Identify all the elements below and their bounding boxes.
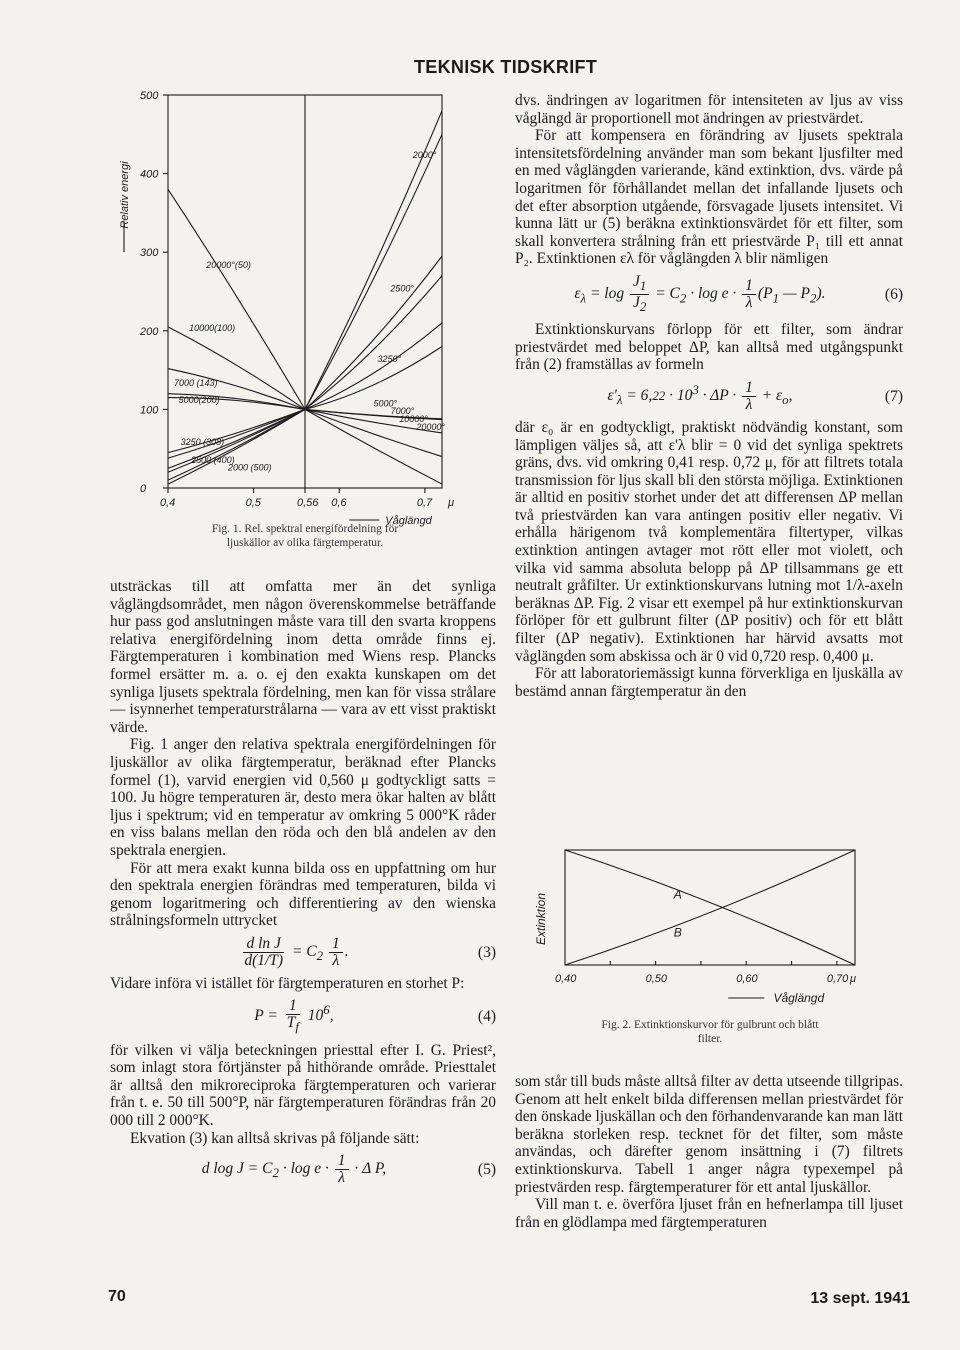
- figure-2-caption-line: filter.: [697, 1033, 723, 1045]
- paragraph: För att kompensera en förändring av ljusets spektrala intensitetsfördelning använder man som bekant ljusfilter med en med våglängden varierande, känd extinktion, dvs. värde på logaritmen för förhållandet mellan det infallande ljusets och det efter absorption utgående, försvagade ljusets intensitet. Vi kunna lätt ur (5) beräkna extinktionsvärdet för ett filter, som skall konvertera strålning från ett priestvärde P₁ till ett annat P₂. Extinktionen ελ för våglängden λ blir nämligen: [515, 127, 903, 268]
- paragraph: dvs. ändringen av logaritmen för intensiteten av ljus av viss våglängd är proportionell mot ändringen av priestvärdet.: [515, 92, 903, 127]
- figure-2-caption-line: Fig. 2. Extinktionskurvor för gulbrunt och blått: [601, 1019, 819, 1031]
- figure-2-chart: [525, 835, 905, 1015]
- y-tick-label: 500: [140, 90, 159, 102]
- equation-number: (4): [477, 1008, 496, 1026]
- paragraph: För att laboratoriemässigt kunna förverkliga en ljuskälla av bestämd annan färgtemperatur än den: [515, 665, 903, 700]
- figure-1-caption-line: ljuskällor av olika färgtemperatur.: [226, 537, 384, 549]
- curve-label: 2000 (500): [227, 462, 272, 473]
- paragraph: där ε₀ är en godtyckligt, praktiskt nödvändig konstant, som lämpligen väljes så, att ε'λ blir = 0 vid det synliga spektrets gräns, dvs. vid omkring 0,41 resp. 0,72 μ, för att filtrets totala transmission för ljus skall bli den största möjliga. Extinktionen är alltid en positiv storhet under det att differensen ΔP mellan två priestvärden kan vara antingen positiv eller negativ. Vi erhålla härigenom två komplementära filtertyper, vilkas extinktion antingen avtager mot rött eller mot violett, och vilka vid samma absoluta belopp på ΔP tillsammans ge ett neutralt gråfilter. Ur extinktionskurvans lutning mot 1/λ-axeln beräknas ΔP. Fig. 2 visar ett exempel på hur extinktionskurvan förlöper för ett gulbrunt filter (ΔP positiv) och för ett blått filter (ΔP negativ). Extinktionen har härvid avsatts mot våglängden som abskissa och är 0 vid 0,720 resp. 0,400 μ.: [515, 418, 903, 665]
- curve-label: 2000°: [412, 149, 437, 160]
- series-label: A: [673, 887, 682, 902]
- curve-label: 10000(100): [189, 322, 236, 333]
- left-column: [110, 578, 496, 1192]
- x-tick-label: 0,50: [645, 973, 668, 985]
- curve-label: 5000(200): [178, 395, 220, 406]
- y-tick-label: 200: [140, 325, 159, 338]
- curve-label: 5000°: [373, 398, 398, 409]
- x-tick-label: 0,6: [331, 497, 347, 509]
- plot-frame: [565, 850, 855, 965]
- curve-label: 7000°: [390, 406, 415, 417]
- y-tick-label: 300: [140, 247, 159, 260]
- y-tick-label: 0: [140, 483, 147, 495]
- x-tick-label: 0,60: [736, 973, 758, 985]
- equation-3: $\frac{\text{d ln J}}{d(1/T)}$ = $C_2$ $\frac{1}{\lambda}$ . (3): [244, 934, 496, 969]
- figure-1-chart: [100, 80, 460, 527]
- x-axis-title: Våglängd: [385, 515, 432, 527]
- figure-1-caption-line: Fig. 1. Rel. spektral energifördelning för: [211, 523, 399, 535]
- figure-2-caption: [545, 1018, 875, 1046]
- paragraph: utsträckas till att omfatta mer än det synliga våglängdsområdet, men någon överenskommelse beträffande hur pass god anslutningen måste vara till den svarta kroppens relativa energifördelning inom detta område finns ej. Färgtemperaturen i kombination med Wiens resp. Plancks formel ersätter m. a. o. ej den exakta kunskapen om det synliga ljusets spektrala fördelning, men kan för vissa strålare — isynnerhet temperaturstrålarna — vara av ett visst praktiskt värde.: [110, 578, 496, 736]
- paragraph: Vill man t. e. överföra ljuset från en hefnerlampa till ljuset från en glödlampa med färgtemperaturen: [515, 1196, 903, 1231]
- right-column-bottom: [515, 1073, 903, 1231]
- equation-number: (7): [884, 387, 903, 405]
- curve-label: 3250 (308): [180, 436, 225, 447]
- page-number: 70: [108, 1288, 126, 1305]
- equation-6: $\varepsilon_\lambda = \log$ $\frac{J_1}{J_2}$ = $C_2 \cdot \log e$ · $\frac{1}{\lambda}$ ($P_1$ — $P_2$). (6): [574, 272, 903, 315]
- journal-header: TEKNISK TIDSKRIFT: [414, 57, 598, 77]
- curve-label: 20000°: [416, 421, 445, 432]
- y-axis-title: Relativ energi: [119, 161, 131, 229]
- issue-date: 13 sept. 1941: [810, 1290, 910, 1307]
- curve-label: 10000°: [399, 413, 428, 424]
- x-tick-label: 0,5: [245, 497, 261, 509]
- x-tick-label: 0,7: [416, 497, 433, 509]
- paragraph: Vidare införa vi istället för färgtemperaturen en storhet P:: [110, 974, 465, 992]
- equation-5: d $\log J = C_2 \cdot \log e$ · $\frac{1}{\lambda}$ · Δ P, (5): [201, 1152, 496, 1187]
- curve-label: 20000°(50): [206, 259, 251, 270]
- x-unit-label: μ: [849, 973, 856, 985]
- y-tick-label: 400: [140, 168, 159, 181]
- paragraph: Ekvation (3) kan alltså skrivas på följande sätt:: [130, 1129, 420, 1147]
- series-curve: [565, 850, 855, 965]
- curve-label: 2500°: [390, 283, 414, 294]
- series-curve: [565, 850, 855, 965]
- x-tick-label: 0,40: [555, 973, 577, 985]
- x-tick-label: 0,4: [160, 497, 176, 509]
- curve-label: 3250°: [377, 354, 402, 365]
- paragraph: Extinktionskurvans förlopp för ett filter, som ändrar priestvärdet med beloppet ΔP, kan alltså med utgångspunkt från (2) framställas av formeln: [515, 321, 903, 374]
- equation-number: (6): [884, 285, 903, 303]
- equation-number: (5): [477, 1160, 496, 1178]
- figure-1-caption: [140, 522, 470, 550]
- y-axis-title: Extinktion: [534, 892, 548, 945]
- x-unit-label: μ: [448, 497, 455, 509]
- right-column-top: [515, 92, 903, 700]
- equation-4: P = $\frac{1}{T_f}$ $10^6$, (4): [254, 997, 496, 1035]
- paragraph: För att mera exakt kunna bilda oss en uppfattning om hur den spektrala energien förändras med temperaturen, bilda vi genom logaritmering och differentiering av den wienska strålningsformeln uttrycket: [110, 859, 496, 930]
- paragraph: som står till buds måste alltså filter av detta utseende tillgripas. Genom att helt enkelt bilda differensen mellan priestvärdet för den önskade ljuskällan och den förhandenvarande kan man lätt beräkna storleken resp. tecknet för det filter, som måste användas, och därefter genom insättning i (7) filtrets extinktionskurva. Tabell 1 anger några typexempel på priestvärden resp. färgtemperaturer för ett antal ljuskällor.: [515, 1073, 903, 1196]
- x-axis-title: Våglängd: [773, 991, 825, 1005]
- equation-number: (3): [477, 943, 496, 961]
- x-tick-label: 0,70: [826, 973, 849, 985]
- paragraph: för vilken vi välja beteckningen priesttal efter I. G. Priest², som inlagt stora förtjänster på hithörande område. Priesttalet är alltså den mikroreciproka färgtemperaturen och varierar från t. e. 50 till 500°P, när färgtemperaturen förändras från 20 000 till 2 000°K.: [110, 1041, 496, 1129]
- curve-label: 2500 (400): [191, 454, 235, 465]
- series-label: B: [673, 925, 682, 940]
- y-tick-label: 100: [140, 404, 159, 417]
- curve-label: 7000 (143): [174, 377, 218, 388]
- equation-7: $\varepsilon'_\lambda = 6,22 \cdot 10^3 \cdot \Delta P$ · $\frac{1}{\lambda}$ + $\varepsilon_o$, (7): [607, 378, 903, 413]
- paragraph: Fig. 1 anger den relativa spektrala energifördelningen för ljuskällor av olika färgtemperatur, beräknad efter Plancks formel (1), varvid energien vid 0,560 μ godtyckligt satts = 100. Ju högre temperaturen är, desto mera ökar halten av blått ljus i spektrum; vid en temperatur av omkring 5 000°K råder en viss balans mellan den röda och den blå andelen av den spektrala energien.: [110, 736, 496, 859]
- x-tick-label: 0,56: [297, 497, 319, 509]
